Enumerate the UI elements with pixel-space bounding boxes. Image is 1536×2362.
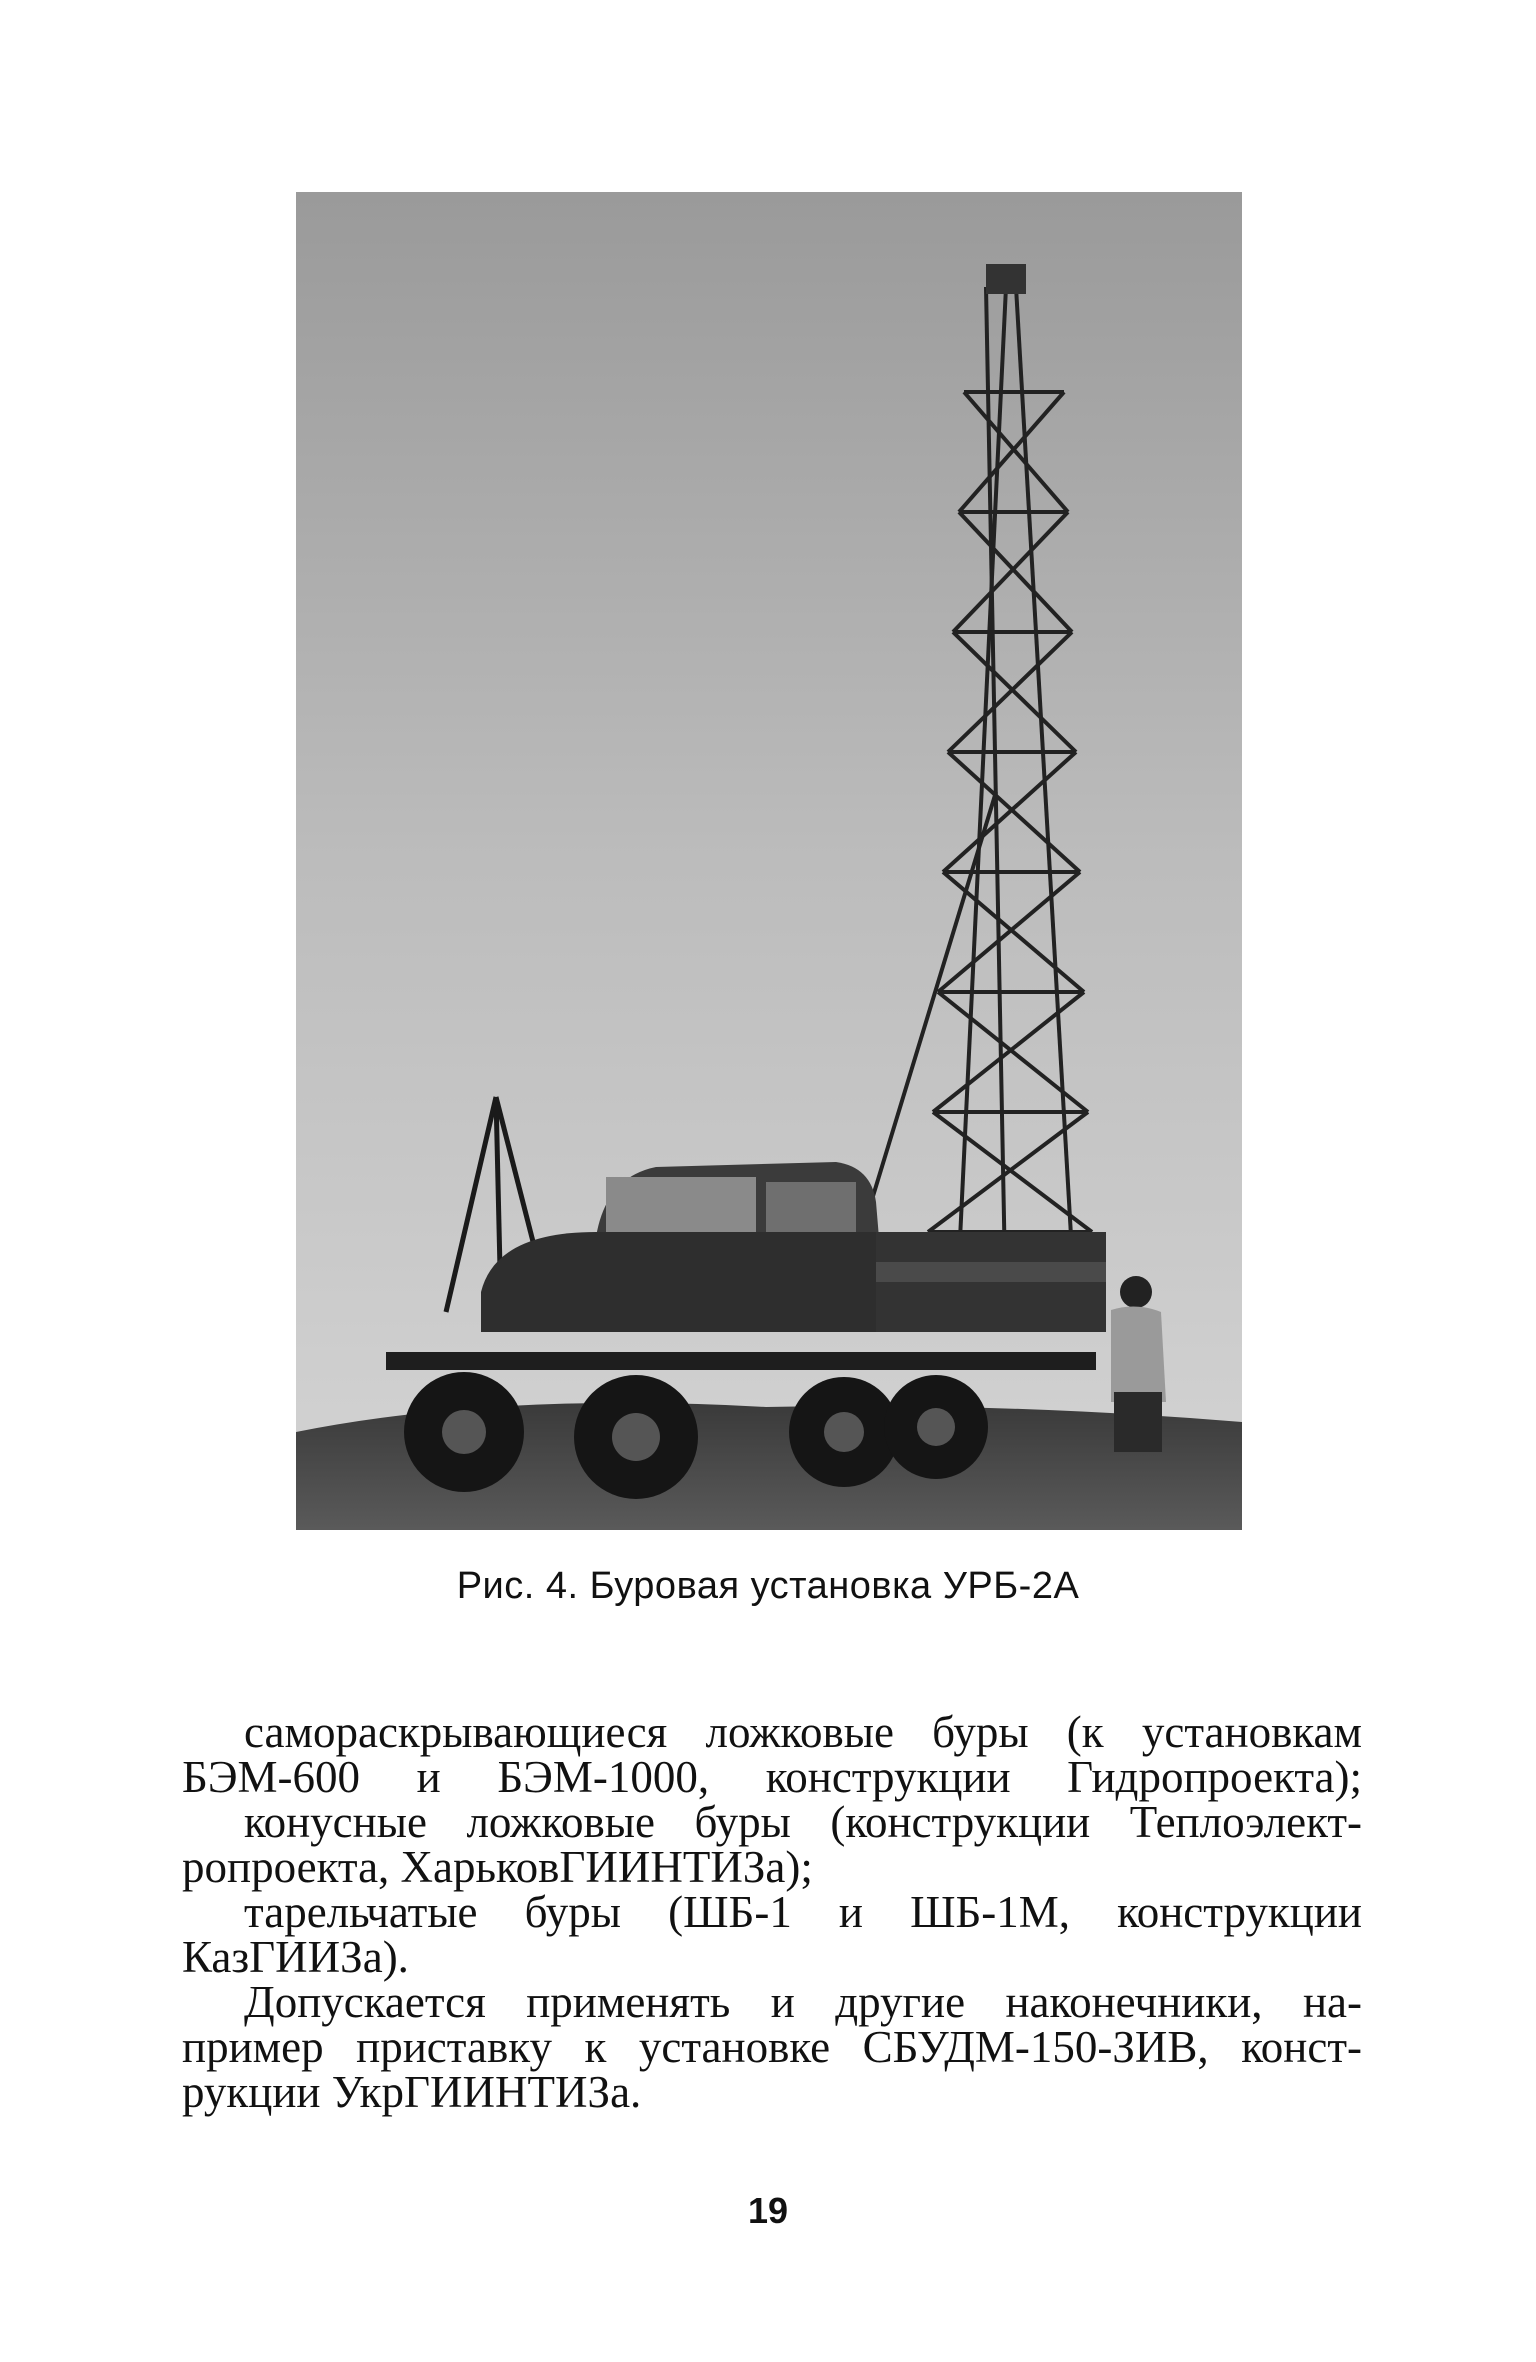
body-line-5: тарельчатые буры (ШБ-1 и ШБ-1М, конструкции <box>244 1887 1362 1937</box>
page-number: 19 <box>747 2190 789 2231</box>
body-text <box>182 1707 1362 2117</box>
body-line-6: КазГИИЗа). <box>182 1932 409 1982</box>
body-line-3: конусные ложковые буры (конструкции Теплоэлект- <box>244 1797 1362 1847</box>
body-line-2: БЭМ-600 и БЭМ-1000, конструкции Гидропроекта); <box>182 1752 1362 1802</box>
drill-rig-illustration <box>296 192 1242 1530</box>
body-line-4: ропроекта, ХарьковГИИНТИЗа); <box>182 1842 813 1892</box>
body-line-1: самораскрывающиеся ложковые буры (к установкам <box>244 1707 1362 1757</box>
drill-rig-photo <box>296 192 1242 1530</box>
body-line-8: пример приставку к установке СБУДМ-150-ЗИВ, конст- <box>182 2022 1362 2072</box>
body-line-7: Допускается применять и другие наконечники, на- <box>244 1977 1362 2027</box>
figure-caption: Рис. 4. Буровая установка УРБ-2А <box>456 1565 1080 1607</box>
body-line-9: рукции УкрГИИНТИЗа. <box>182 2067 642 2117</box>
